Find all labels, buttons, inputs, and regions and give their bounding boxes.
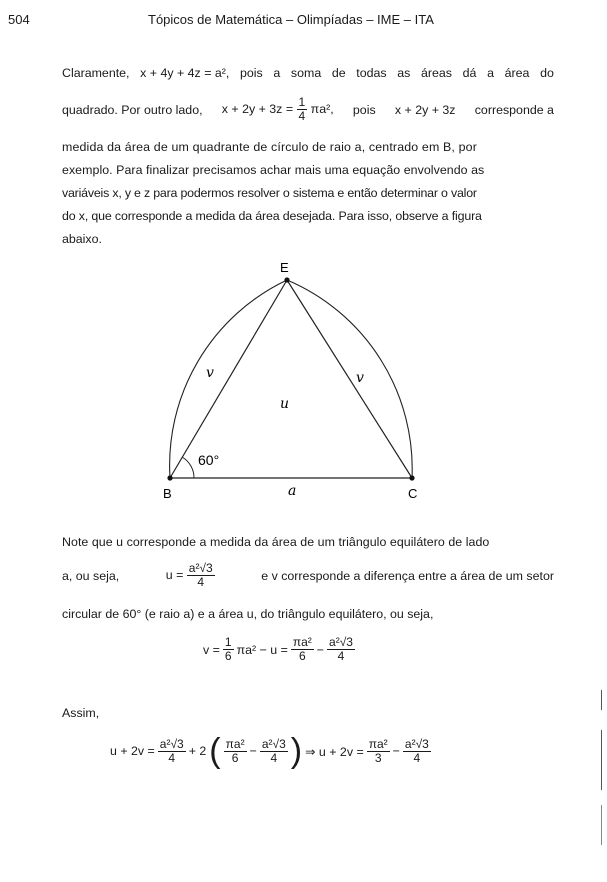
fraction-denominator: 4	[298, 109, 306, 123]
p1-line-2	[62, 96, 554, 123]
text-span: a	[273, 66, 281, 80]
segment-ce	[287, 280, 412, 478]
fraction-numerator: a²√3	[261, 736, 286, 751]
fraction-numerator: a²√3	[404, 736, 429, 751]
text-span: pois	[352, 102, 376, 117]
equation-span: u + 2v =	[110, 744, 155, 758]
text-span: e v corresponde a diferença entre a área de um setor	[261, 568, 554, 583]
fraction	[297, 96, 308, 123]
equation-span: + 2	[188, 744, 207, 758]
p1-line-1	[62, 66, 554, 80]
equation-span: x + 2y + 3z	[394, 102, 456, 117]
fraction-denominator: 4	[413, 750, 421, 765]
fraction-numerator: a²√3	[188, 561, 213, 575]
fraction-denominator: 6	[231, 750, 239, 765]
equation-span: x + 4y + 4z = a²,	[140, 66, 230, 80]
fraction-numerator: πa²	[292, 635, 312, 649]
fraction	[187, 562, 215, 589]
equation-span: u =	[165, 567, 184, 582]
fraction	[403, 738, 431, 765]
page-number: 504	[8, 12, 30, 27]
label-v-left: v	[206, 365, 214, 381]
fraction-denominator: 4	[168, 750, 176, 765]
fraction-numerator: πa²	[225, 736, 245, 751]
p2-intro-group	[62, 569, 119, 583]
label-v-right: v	[356, 370, 364, 386]
fraction	[260, 738, 288, 765]
fraction-denominator: 3	[374, 750, 382, 765]
fraction-denominator: 4	[270, 750, 278, 765]
p2-line-2	[62, 562, 554, 589]
right-paren: )	[290, 732, 303, 770]
point-b	[167, 475, 172, 480]
text-span: as	[397, 66, 411, 80]
equation-group	[166, 562, 215, 589]
label-u: u	[280, 396, 290, 412]
text-span: soma	[290, 66, 322, 80]
label-angle: 60°	[198, 452, 220, 468]
fraction-denominator: 6	[298, 649, 306, 663]
assim-text: Assim,	[62, 706, 100, 720]
text-span: a	[487, 66, 494, 80]
geometry-figure	[150, 255, 440, 500]
running-title: Tópicos de Matemática – Olimpíadas – IME – ITA	[148, 12, 434, 27]
segment-be	[170, 280, 290, 478]
fraction-denominator: 6	[224, 649, 232, 663]
label-c: C	[408, 486, 418, 500]
scan-edge-mark	[601, 805, 602, 845]
fraction-denominator: 4	[197, 575, 205, 589]
point-c	[409, 475, 414, 480]
fraction-numerator: a²√3	[159, 736, 184, 751]
text-span: áreas	[420, 66, 452, 80]
point-e	[284, 277, 289, 282]
text-span: a, ou seja,	[62, 568, 120, 583]
text-span: área	[504, 66, 530, 80]
equation-span: πa² − u =	[236, 642, 288, 657]
p1-line-4: exemplo. Para finalizar precisamos achar mais uma equação envolvendo as	[62, 163, 485, 177]
text-span: pois	[239, 66, 263, 80]
left-paren: (	[209, 732, 221, 770]
label-e: E	[280, 260, 289, 275]
fraction-numerator: a²√3	[329, 635, 353, 649]
text-span: quadrado. Por outro lado,	[62, 102, 203, 117]
fraction	[327, 636, 355, 663]
p2-line-3: circular de 60° (e raio a) e a área u, do triângulo equilátero, ou seja,	[62, 607, 434, 621]
equation-span: πa²,	[310, 101, 334, 116]
text-span: corresponde a	[474, 102, 554, 117]
fraction	[158, 738, 186, 765]
equation-span: ⇒ u + 2v =	[305, 744, 364, 759]
angle-arc	[182, 457, 194, 478]
fraction-numerator: 1	[298, 95, 306, 109]
p1-line-3: medida da área de um quadrante de círculo de raio a, centrado em B, por	[62, 140, 477, 154]
equation-final	[110, 734, 431, 768]
equation-span: v =	[203, 642, 220, 657]
fraction	[224, 738, 247, 765]
fraction-numerator: 1	[224, 635, 232, 649]
fraction-denominator: 4	[337, 649, 345, 663]
text-span: dá	[462, 66, 477, 80]
equation-span: −	[249, 744, 257, 758]
text-span: do	[540, 66, 554, 80]
text-span: Claramente,	[62, 66, 130, 80]
p1-line-7: abaixo.	[62, 232, 102, 246]
equation-group	[222, 96, 334, 123]
p2-line-1: Note que u corresponde a medida da área de um triângulo equilátero de lado	[62, 535, 490, 549]
equation-v	[203, 636, 355, 663]
text-span: de	[331, 66, 346, 80]
text-span: todas	[356, 66, 387, 80]
fraction-numerator: πa²	[368, 736, 388, 751]
scan-edge-mark	[601, 730, 602, 790]
equation-span: −	[392, 744, 400, 758]
equation-span: x + 2y + 3z =	[221, 101, 294, 116]
p1-line-5: variáveis x, y e z para podermos resolver o sistema e então determinar o valor	[62, 186, 477, 200]
scan-edge-mark	[601, 690, 602, 710]
fraction	[291, 636, 314, 663]
fraction	[223, 636, 234, 663]
label-a: a	[288, 483, 297, 499]
equation-span: −	[316, 642, 325, 657]
fraction	[367, 738, 390, 765]
p1-line-6: do x, que corresponde a medida da área desejada. Para isso, observe a figura	[62, 209, 482, 223]
label-b: B	[163, 486, 172, 500]
